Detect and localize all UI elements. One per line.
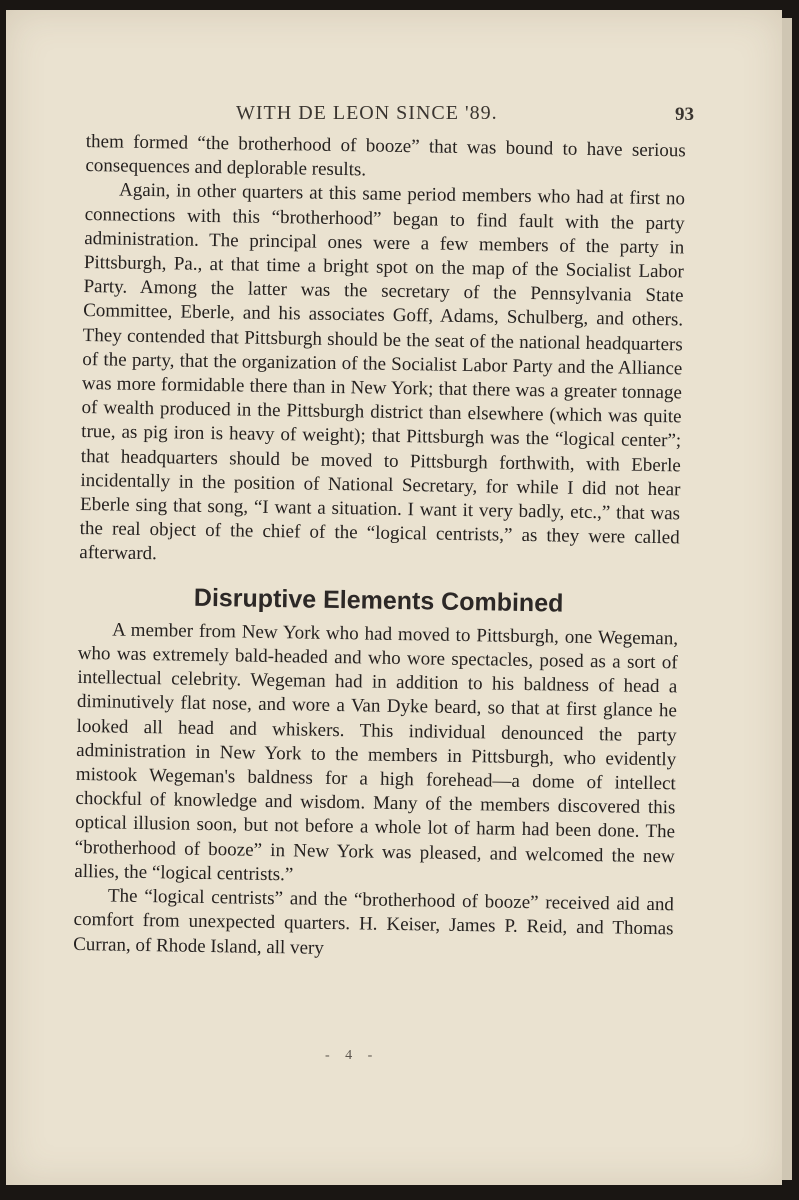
paragraph-1: them formed “the brotherhood of booze” that was bound to have serious consequences and deplorable results. xyxy=(85,130,686,181)
page-header xyxy=(76,102,694,132)
footer-mark: - 4 - xyxy=(325,1048,379,1063)
paragraph-3: A member from New York who had moved to Pittsburgh, one Wegeman, who was extremely bald-headed and who wore spectacles, posed as a sort of intellectual celebrity. Wegeman had in addition to his baldness of head a diminutively flat nose, and wore a Van Dyke beard, so that at first glance he looked all head and whiskers. This individual denounced the party administration in New York to the members in Pittsburgh, who evidently mistook Wegeman's baldness for a high forehead—a dome of intellect chockful of knowledge and wisdom. Many of the members discovered this optical illusion soon, but not before a whole lot of harm had been done. The “brotherhood of booze” in New York was pleased, and welcomed the new allies, the “logical centrists.” xyxy=(74,619,679,886)
section-heading: Disruptive Elements Combined xyxy=(193,583,564,618)
page-edge xyxy=(782,18,792,1180)
body-text xyxy=(73,130,686,966)
running-head: WITH DE LEON SINCE '89. xyxy=(236,102,498,124)
paragraph-4: The “logical centrists” and the “brotherhood of booze” received aid and comfort from unexpected quarters. H. Keiser, James P. Reid, and Thomas Curran, of Rhode Island, all very xyxy=(73,885,675,959)
page-number: 93 xyxy=(675,104,694,125)
paragraph-2: Again, in other quarters at this same period members who had at first no connections with this “brotherhood” began to find fault with the party administration. The principal ones were a few members of the party in Pittsburgh, Pa., at that time a bright spot on the map of the Socialist Labor Party. Among the latter was the secretary of the Pennsylvania State Committee, Eberle, and his associates Goff, Adams, Schulberg, and others. They contended that Pittsburgh should be the seat of the national headquarters of the party, that the organization of the Socialist Labor Party and the Alliance was more formidable there than in New York; that there was a greater tonnage of wealth produced in the Pittsburgh district than elsewhere (which was quite true, as pig iron is heavy of weight); that Pittsburgh was the “logical center”; that headquarters should be moved to Pittsburgh forthwith, with Eberle incidentally in the position of National Secretary, for while I did not hear Eberle sing that song, “I want a situation. I want it very badly, etc.,” that was the real object of the chief of the “logical centrists,” as they were called afterward. xyxy=(79,179,686,565)
